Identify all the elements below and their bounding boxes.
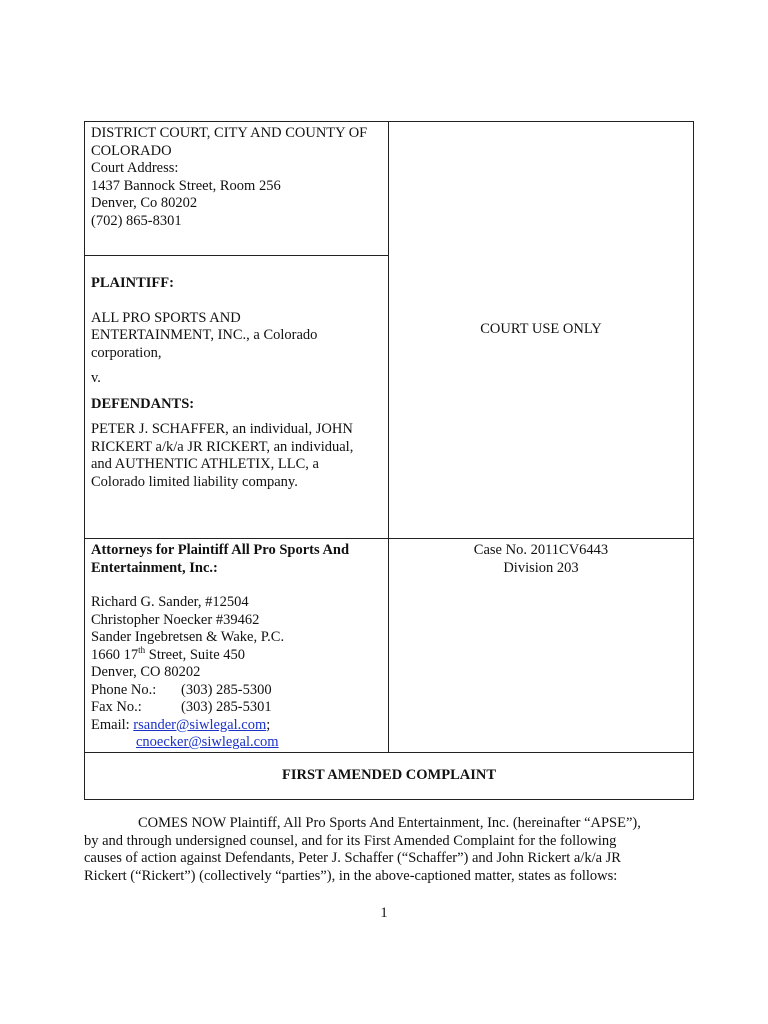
plaintiff-line: corporation,: [91, 344, 162, 361]
attorney-name: Christopher Noecker #39462: [91, 611, 260, 628]
case-info-cell: [389, 539, 694, 753]
court-name-line1: DISTRICT COURT, CITY AND COUNTY OF: [91, 125, 368, 141]
complaint-opening-paragraph: [84, 815, 690, 885]
phone-value: (303) 285-5300: [181, 681, 272, 698]
document-title: FIRST AMENDED COMPLAINT: [281, 766, 497, 783]
attorneys-heading-line2: Entertainment, Inc.:: [91, 559, 218, 576]
paragraph-line: COMES NOW Plaintiff, All Pro Sports And Entertainment, Inc. (hereinafter “APSE”),: [138, 815, 641, 831]
paragraph-line: by and through undersigned counsel, and for its First Amended Complaint for the following: [84, 832, 617, 849]
firm-phone: [91, 682, 382, 700]
email-label: Email:: [91, 716, 134, 733]
email-link-noecker[interactable]: cnoecker@siwlegal.com: [136, 734, 279, 750]
case-division: Division 203: [503, 559, 579, 576]
case-number: Case No. 2011CV6443: [473, 542, 609, 558]
attorneys-heading-line1: Attorneys for Plaintiff All Pro Sports And: [91, 542, 350, 558]
fax-label: Fax No.:: [91, 699, 142, 715]
firm-city: Denver, CO 80202: [91, 664, 201, 680]
defendant-line: RICKERT a/k/a JR RICKERT, an individual,: [91, 438, 354, 455]
paragraph-line: Rickert (“Rickert”) (collectively “parties”), in the above-captioned matter, states as follows:: [84, 867, 618, 884]
defendants-heading: DEFENDANTS:: [91, 395, 195, 412]
defendant-line: Colorado limited liability company.: [91, 473, 298, 490]
court-street: 1437 Bannock Street, Room 256: [91, 177, 281, 194]
plaintiff-line: ALL PRO SPORTS AND: [91, 309, 241, 326]
court-use-only-cell: [389, 122, 694, 539]
law-firm-name: Sander Ingebretsen & Wake, P.C.: [91, 629, 285, 645]
caption-table: [84, 121, 694, 800]
court-info-cell: [85, 122, 389, 256]
versus-label: v.: [91, 370, 101, 386]
email-separator: ;: [266, 716, 271, 733]
defendant-line: and AUTHENTIC ATHLETIX, LLC, a: [91, 456, 319, 472]
phone-label: Phone No.:: [91, 681, 157, 698]
email-link-sander[interactable]: rsander@siwlegal.com: [133, 716, 267, 733]
defendant-line: PETER J. SCHAFFER, an individual, JOHN: [91, 421, 353, 437]
court-city: Denver, Co 80202: [91, 195, 198, 211]
firm-street-rest: Street, Suite 450: [145, 646, 246, 663]
attorneys-cell: [85, 539, 389, 753]
firm-fax: [91, 699, 382, 717]
paragraph-line: causes of action against Defendants, Peter J. Schaffer (“Schaffer”) and John Rickert a/k/a JR: [84, 850, 621, 866]
parties-cell: [85, 256, 389, 539]
firm-email-line2: [91, 734, 382, 752]
court-phone: (702) 865-8301: [91, 212, 182, 229]
plaintiff-line: ENTERTAINMENT, INC., a Colorado: [91, 327, 318, 343]
firm-street: [91, 644, 382, 665]
fax-value: (303) 285-5301: [181, 699, 272, 715]
court-use-only-label: COURT USE ONLY: [480, 321, 602, 338]
court-address-label: Court Address:: [91, 160, 179, 176]
firm-street-number: 1660 17: [91, 646, 139, 663]
firm-email-line1: [91, 717, 382, 735]
court-name-line2: COLORADO: [91, 142, 172, 159]
page-number: 1: [380, 905, 388, 921]
plaintiff-heading: PLAINTIFF:: [91, 275, 174, 291]
firm-street-suffix: th: [138, 644, 146, 655]
attorney-name: Richard G. Sander, #12504: [91, 594, 249, 610]
document-title-cell: [85, 752, 694, 799]
